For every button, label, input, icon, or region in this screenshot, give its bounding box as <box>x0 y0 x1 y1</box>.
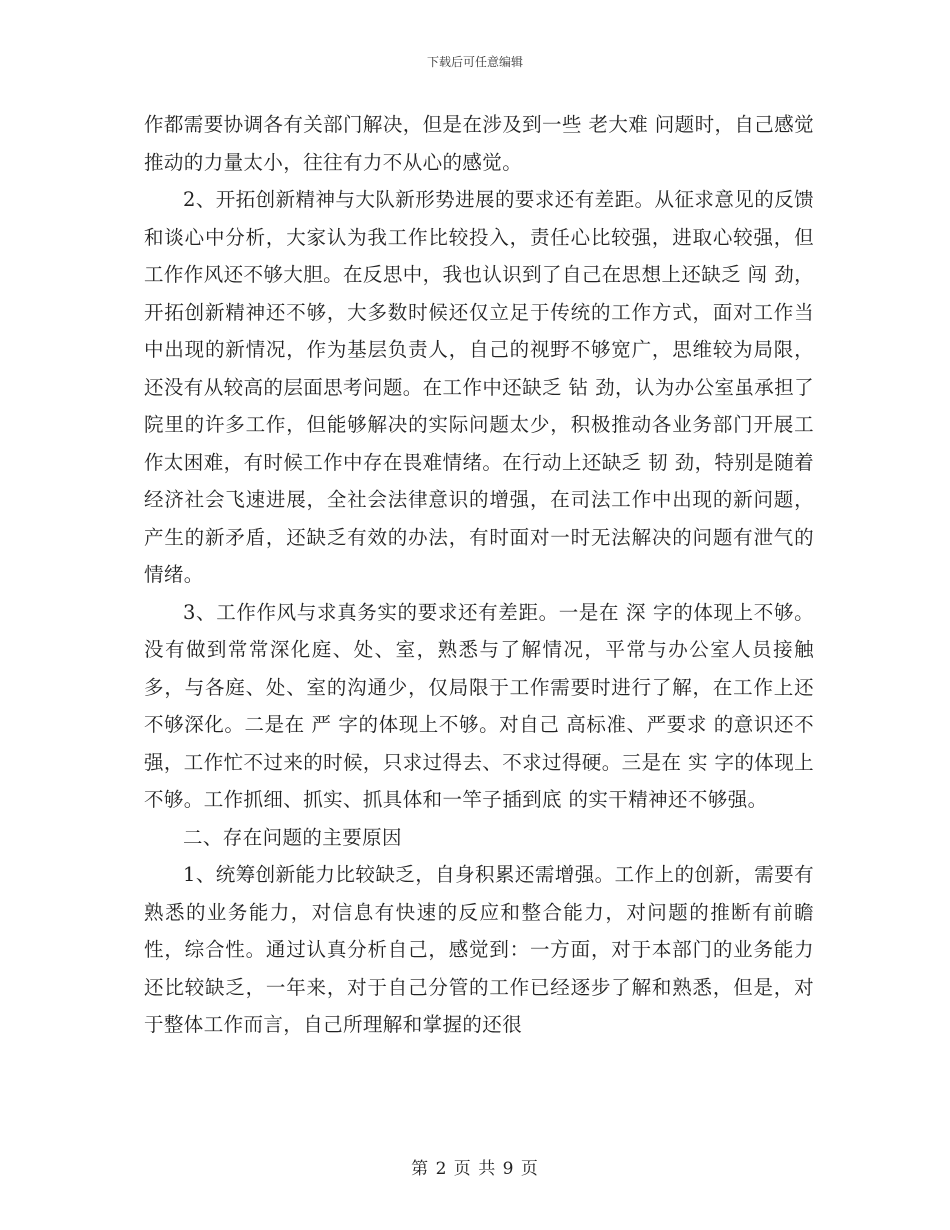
document-body <box>144 106 814 1044</box>
page-number: 第 2 页 共 9 页 <box>411 1159 539 1179</box>
paragraph-item-2: 2、开拓创新精神与大队新形势进展的要求还有差距。从征求意见的反馈和谈心中分析，大家认为我工作比较投入，责任心比较强，进取心较强，但工作作风还不够大胆。在反思中，我也认识到了自己在思想上还缺乏 闯 劲，开拓创新精神还不够，大多数时候还仅立足于传统的工作方式，面对工作当中出现的新情况，作为基层负责人，自己的视野不够宽广，思维较为局限，还没有从较高的层面思考问题。在工作中还缺乏 钻 劲，认为办公室虽承担了院里的许多工作，但能够解决的实际问题太少，积极推动各业务部门开展工作太困难，有时候工作中存在畏难情绪。在行动上还缺乏 韧 劲，特别是随着经济社会飞速进展，全社会法律意识的增强，在司法工作中出现的新问题，产生的新矛盾，还缺乏有效的办法，有时面对一时无法解决的问题有泄气的情绪。 <box>144 188 814 586</box>
section-heading: 二、存在问题的主要原因 <box>183 825 402 849</box>
paragraph-continuation: 作都需要协调各有关部门解决，但是在涉及到一些 老大难 问题时，自己感觉推动的力量太小，往往有力不从心的感觉。 <box>144 113 814 174</box>
paragraph-item-3: 3、工作作风与求真务实的要求还有差距。一是在 深 字的体现上不够。没有做到常常深化庭、处、室，熟悉与了解情况，平常与办公室人员接触多，与各庭、处、室的沟通少，仅局限于工作需要时进行了解，在工作上还不够深化。二是在 严 字的体现上不够。对自己 高标准、严要求 的意识还不强，工作忙不过来的时候，只求过得去、不求过得硬。三是在 实 字的体现上不够。工作抓细、抓实、抓具体和一竿子插到底 的实干精神还不够强。 <box>144 600 814 811</box>
paragraph-cause-1: 1、统筹创新能力比较缺乏，自身积累还需增强。工作上的创新，需要有熟悉的业务能力，对信息有快速的反应和整合能力，对问题的推断有前瞻性，综合性。通过认真分析自己，感觉到：一方面，对于本部门的业务能力还比较缺乏，一年来，对于自己分管的工作已经逐步了解和熟悉，但是，对于整体工作而言，自己所理解和掌握的还很 <box>144 863 814 1036</box>
header-note: 下载后可任意编辑 <box>426 55 523 69</box>
